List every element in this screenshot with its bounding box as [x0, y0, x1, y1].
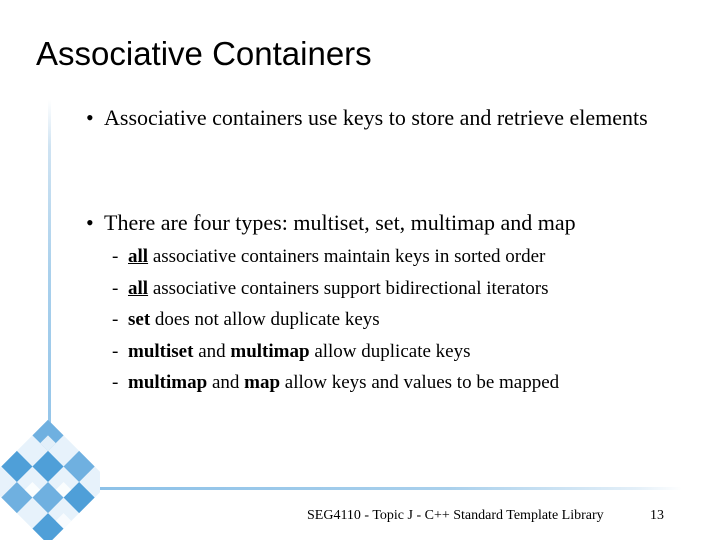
sub-bullet-text: and: [207, 372, 245, 393]
sub-bullet-text: associative containers support bidirectional iterators: [148, 277, 549, 299]
sub-bullet-text: does not allow duplicate keys: [150, 309, 380, 330]
sub-bullet-item: [112, 336, 559, 368]
bullet-text: Associative containers use keys to store and retrieve elements: [104, 105, 648, 130]
decorative-checker-pattern: [0, 420, 100, 540]
dash-icon: -: [112, 372, 119, 393]
emphasis-text: multimap: [230, 340, 310, 362]
bullet-dot-icon: •: [86, 210, 94, 235]
dash-icon: -: [112, 246, 119, 267]
sub-bullet-text: and: [193, 340, 231, 362]
sub-bullet-item: [112, 304, 559, 336]
bullet-item-1: [86, 102, 664, 133]
sub-bullet-item: [112, 367, 559, 399]
emphasis-text: all: [128, 277, 149, 299]
emphasis-text: multimap: [128, 372, 208, 393]
dash-icon: -: [112, 309, 119, 330]
bullet-text: There are four types: multiset, set, multimap and map: [104, 210, 576, 235]
dash-icon: -: [112, 340, 119, 362]
bullet-item-2: [86, 207, 664, 238]
sub-bullet-text: allow duplicate keys: [309, 340, 471, 362]
slide-title: Associative Containers: [36, 35, 372, 72]
footer-page-number: 13: [650, 508, 664, 523]
horizontal-accent-line: [96, 487, 682, 490]
dash-icon: -: [112, 277, 119, 299]
sub-bullet-list: [112, 241, 559, 399]
emphasis-text: all: [128, 246, 149, 267]
sub-bullet-item: [112, 241, 559, 273]
emphasis-text: multiset: [128, 340, 194, 362]
emphasis-text: set: [128, 309, 151, 330]
sub-bullet-text: associative containers maintain keys in sorted order: [148, 246, 546, 267]
sub-bullet-text: allow keys and values to be mapped: [280, 372, 560, 393]
emphasis-text: map: [244, 372, 281, 393]
footer-course-title: SEG4110 - Topic J - C++ Standard Template Library: [307, 508, 604, 523]
bullet-dot-icon: •: [86, 105, 94, 130]
sub-bullet-item: [112, 273, 559, 305]
